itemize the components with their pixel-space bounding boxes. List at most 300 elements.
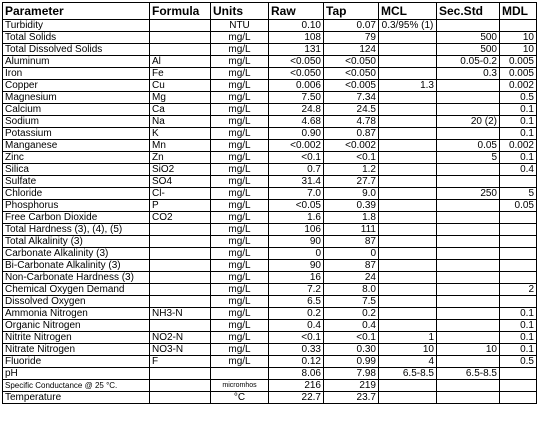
cell-mcl [379, 224, 437, 236]
table-row [3, 140, 537, 152]
cell-raw: 8.06 [269, 368, 324, 380]
cell-sec-std [437, 224, 500, 236]
cell-parameter: Chemical Oxygen Demand [3, 284, 150, 296]
cell-tap: 8.0 [324, 284, 379, 296]
cell-mcl [379, 56, 437, 68]
cell-raw: 0.7 [269, 164, 324, 176]
cell-tap: 1.2 [324, 164, 379, 176]
cell-units: mg/L [211, 224, 269, 236]
cell-mdl [500, 368, 537, 380]
cell-units: mg/L [211, 308, 269, 320]
cell-formula: Na [150, 116, 211, 128]
cell-formula: Fe [150, 68, 211, 80]
cell-raw: <0.050 [269, 68, 324, 80]
header-formula: Formula [150, 3, 211, 20]
cell-formula: Mg [150, 92, 211, 104]
cell-tap: 27.7 [324, 176, 379, 188]
cell-tap: 0 [324, 248, 379, 260]
cell-raw: <0.050 [269, 56, 324, 68]
table-row [3, 20, 537, 32]
cell-units: mg/L [211, 116, 269, 128]
cell-raw: 22.7 [269, 392, 324, 404]
cell-tap: 0.39 [324, 200, 379, 212]
cell-mcl [379, 104, 437, 116]
cell-units: mg/L [211, 200, 269, 212]
cell-parameter: Total Solids [3, 32, 150, 44]
table-row [3, 308, 537, 320]
cell-mcl [379, 284, 437, 296]
table-row [3, 368, 537, 380]
cell-tap: <0.050 [324, 56, 379, 68]
table-row [3, 284, 537, 296]
cell-parameter: Potassium [3, 128, 150, 140]
cell-sec-std: 500 [437, 32, 500, 44]
cell-parameter: Calcium [3, 104, 150, 116]
cell-tap: 24.5 [324, 104, 379, 116]
cell-sec-std: 20 (2) [437, 116, 500, 128]
cell-parameter: Nitrate Nitrogen [3, 344, 150, 356]
cell-mdl: 0.1 [500, 308, 537, 320]
cell-units: mg/L [211, 152, 269, 164]
cell-sec-std [437, 200, 500, 212]
cell-formula [150, 236, 211, 248]
cell-parameter: Sulfate [3, 176, 150, 188]
cell-units: mg/L [211, 140, 269, 152]
cell-raw: 6.5 [269, 296, 324, 308]
table-row [3, 80, 537, 92]
cell-parameter: pH [3, 368, 150, 380]
cell-formula [150, 272, 211, 284]
cell-units: mg/L [211, 248, 269, 260]
cell-tap: 9.0 [324, 188, 379, 200]
cell-formula [150, 20, 211, 32]
cell-mcl [379, 164, 437, 176]
cell-formula [150, 260, 211, 272]
cell-parameter: Manganese [3, 140, 150, 152]
cell-sec-std [437, 164, 500, 176]
cell-parameter: Phosphorus [3, 200, 150, 212]
cell-units: mg/L [211, 272, 269, 284]
table-row [3, 44, 537, 56]
cell-formula: F [150, 356, 211, 368]
cell-tap: 7.34 [324, 92, 379, 104]
cell-tap: 0.2 [324, 308, 379, 320]
cell-mdl [500, 212, 537, 224]
cell-formula [150, 392, 211, 404]
header-raw: Raw [269, 3, 324, 20]
cell-formula [150, 32, 211, 44]
cell-mdl [500, 248, 537, 260]
cell-parameter: Iron [3, 68, 150, 80]
cell-sec-std [437, 260, 500, 272]
table-row [3, 344, 537, 356]
water-quality-table [2, 2, 537, 404]
cell-mcl [379, 392, 437, 404]
cell-formula: SO4 [150, 176, 211, 188]
cell-parameter: Non-Carbonate Hardness (3) [3, 272, 150, 284]
table-row [3, 68, 537, 80]
cell-parameter: Sodium [3, 116, 150, 128]
cell-tap: <0.1 [324, 332, 379, 344]
cell-mcl [379, 32, 437, 44]
cell-raw: 131 [269, 44, 324, 56]
cell-tap: <0.050 [324, 68, 379, 80]
cell-tap: 4.78 [324, 116, 379, 128]
cell-mdl: 0.5 [500, 92, 537, 104]
cell-mcl [379, 92, 437, 104]
cell-mcl [379, 260, 437, 272]
header-mcl: MCL [379, 3, 437, 20]
cell-mdl: 0.002 [500, 140, 537, 152]
cell-formula: Al [150, 56, 211, 68]
table-row [3, 116, 537, 128]
cell-parameter: Total Alkalinity (3) [3, 236, 150, 248]
cell-formula [150, 320, 211, 332]
cell-parameter: Specific Conductance @ 25 °C. [3, 380, 150, 392]
table-row [3, 380, 537, 392]
cell-sec-std [437, 380, 500, 392]
cell-formula [150, 224, 211, 236]
cell-sec-std: 250 [437, 188, 500, 200]
cell-tap: 111 [324, 224, 379, 236]
cell-mcl [379, 140, 437, 152]
cell-sec-std [437, 212, 500, 224]
cell-mdl: 0.005 [500, 68, 537, 80]
header-mdl: MDL [500, 3, 537, 20]
cell-tap: 0.87 [324, 128, 379, 140]
cell-mcl [379, 188, 437, 200]
cell-raw: 24.8 [269, 104, 324, 116]
table-row [3, 176, 537, 188]
cell-mcl [379, 272, 437, 284]
cell-mdl [500, 20, 537, 32]
cell-units: mg/L [211, 68, 269, 80]
cell-formula [150, 380, 211, 392]
cell-mdl: 10 [500, 44, 537, 56]
cell-sec-std [437, 284, 500, 296]
cell-sec-std [437, 92, 500, 104]
cell-parameter: Total Hardness (3), (4), (5) [3, 224, 150, 236]
cell-raw: 7.50 [269, 92, 324, 104]
cell-parameter: Turbidity [3, 20, 150, 32]
cell-formula [150, 284, 211, 296]
cell-units: mg/L [211, 44, 269, 56]
cell-parameter: Zinc [3, 152, 150, 164]
cell-mcl: 10 [379, 344, 437, 356]
cell-raw: 0 [269, 248, 324, 260]
cell-sec-std [437, 104, 500, 116]
table-row [3, 296, 537, 308]
header-parameter: Parameter [3, 3, 150, 20]
cell-units [211, 368, 269, 380]
cell-tap: 24 [324, 272, 379, 284]
table-row [3, 260, 537, 272]
cell-sec-std [437, 320, 500, 332]
cell-units: mg/L [211, 188, 269, 200]
cell-formula [150, 248, 211, 260]
cell-mcl [379, 320, 437, 332]
cell-mcl [379, 200, 437, 212]
cell-sec-std: 0.05 [437, 140, 500, 152]
cell-raw: <0.1 [269, 332, 324, 344]
cell-tap: 0.30 [324, 344, 379, 356]
cell-sec-std [437, 236, 500, 248]
cell-mdl: 5 [500, 188, 537, 200]
cell-formula: Ca [150, 104, 211, 116]
cell-parameter: Organic Nitrogen [3, 320, 150, 332]
cell-sec-std [437, 392, 500, 404]
cell-formula: NO3-N [150, 344, 211, 356]
cell-formula [150, 296, 211, 308]
cell-sec-std [437, 332, 500, 344]
cell-raw: 106 [269, 224, 324, 236]
cell-mdl: 0.1 [500, 320, 537, 332]
cell-raw: 1.6 [269, 212, 324, 224]
cell-tap: 79 [324, 32, 379, 44]
table-row [3, 236, 537, 248]
cell-raw: <0.002 [269, 140, 324, 152]
table-row [3, 212, 537, 224]
table-row [3, 356, 537, 368]
cell-formula [150, 368, 211, 380]
cell-raw: 4.68 [269, 116, 324, 128]
cell-formula: SiO2 [150, 164, 211, 176]
cell-formula: Mn [150, 140, 211, 152]
cell-mcl: 1.3 [379, 80, 437, 92]
cell-sec-std: 5 [437, 152, 500, 164]
table-body [3, 20, 537, 404]
cell-raw: 0.2 [269, 308, 324, 320]
cell-mcl [379, 236, 437, 248]
cell-units: mg/L [211, 344, 269, 356]
cell-units: mg/L [211, 56, 269, 68]
cell-tap: <0.1 [324, 152, 379, 164]
cell-units: mg/L [211, 332, 269, 344]
cell-mdl: 0.002 [500, 80, 537, 92]
cell-tap: <0.005 [324, 80, 379, 92]
cell-mcl [379, 152, 437, 164]
cell-parameter: Magnesium [3, 92, 150, 104]
table-row [3, 104, 537, 116]
cell-units: mg/L [211, 260, 269, 272]
cell-mcl: 4 [379, 356, 437, 368]
cell-parameter: Copper [3, 80, 150, 92]
cell-sec-std: 6.5-8.5 [437, 368, 500, 380]
cell-raw: 0.006 [269, 80, 324, 92]
cell-mdl: 0.1 [500, 104, 537, 116]
cell-tap: 87 [324, 236, 379, 248]
cell-units: mg/L [211, 356, 269, 368]
cell-units: °C [211, 392, 269, 404]
cell-parameter: Silica [3, 164, 150, 176]
cell-raw: 0.12 [269, 356, 324, 368]
cell-units: NTU [211, 20, 269, 32]
cell-sec-std [437, 128, 500, 140]
cell-tap: 1.8 [324, 212, 379, 224]
table-row [3, 272, 537, 284]
cell-units: mg/L [211, 92, 269, 104]
cell-sec-std [437, 20, 500, 32]
cell-mdl: 0.05 [500, 200, 537, 212]
cell-formula: Cu [150, 80, 211, 92]
cell-sec-std [437, 248, 500, 260]
cell-mdl [500, 224, 537, 236]
table-row [3, 200, 537, 212]
header-sec-std: Sec.Std [437, 3, 500, 20]
cell-mdl [500, 260, 537, 272]
cell-units: mg/L [211, 236, 269, 248]
cell-mcl [379, 128, 437, 140]
cell-parameter: Temperature [3, 392, 150, 404]
cell-formula: P [150, 200, 211, 212]
cell-sec-std: 0.05-0.2 [437, 56, 500, 68]
cell-tap: 23.7 [324, 392, 379, 404]
table-row [3, 32, 537, 44]
cell-mdl [500, 236, 537, 248]
table-row [3, 248, 537, 260]
cell-raw: 216 [269, 380, 324, 392]
cell-mdl [500, 296, 537, 308]
cell-formula: K [150, 128, 211, 140]
cell-sec-std [437, 356, 500, 368]
cell-mdl: 0.005 [500, 56, 537, 68]
cell-raw: 0.90 [269, 128, 324, 140]
cell-units: mg/L [211, 32, 269, 44]
cell-sec-std: 0.3 [437, 68, 500, 80]
cell-mcl [379, 308, 437, 320]
cell-units: mg/L [211, 80, 269, 92]
cell-raw: 90 [269, 260, 324, 272]
cell-mdl [500, 176, 537, 188]
cell-units: mg/L [211, 212, 269, 224]
cell-raw: <0.1 [269, 152, 324, 164]
cell-units: mg/L [211, 284, 269, 296]
table-row [3, 164, 537, 176]
cell-parameter: Bi-Carbonate Alkalinity (3) [3, 260, 150, 272]
cell-sec-std [437, 296, 500, 308]
cell-parameter: Fluoride [3, 356, 150, 368]
cell-mcl [379, 116, 437, 128]
cell-tap: <0.002 [324, 140, 379, 152]
cell-raw: 31.4 [269, 176, 324, 188]
cell-formula [150, 44, 211, 56]
cell-units: mg/L [211, 296, 269, 308]
cell-mcl: 0.3/95% (1) [379, 20, 437, 32]
table-row [3, 92, 537, 104]
cell-formula: NO2-N [150, 332, 211, 344]
cell-raw: 7.0 [269, 188, 324, 200]
water-quality-table-container [2, 2, 537, 404]
cell-mcl [379, 44, 437, 56]
cell-parameter: Chloride [3, 188, 150, 200]
table-row [3, 224, 537, 236]
cell-tap: 0.07 [324, 20, 379, 32]
table-row [3, 56, 537, 68]
table-row [3, 152, 537, 164]
cell-raw: 108 [269, 32, 324, 44]
cell-sec-std: 500 [437, 44, 500, 56]
cell-units: mg/L [211, 176, 269, 188]
cell-mcl [379, 68, 437, 80]
cell-mdl: 10 [500, 32, 537, 44]
cell-tap: 87 [324, 260, 379, 272]
cell-mcl [379, 248, 437, 260]
cell-formula: Cl- [150, 188, 211, 200]
cell-mdl [500, 272, 537, 284]
cell-raw: 16 [269, 272, 324, 284]
cell-parameter: Free Carbon Dioxide [3, 212, 150, 224]
cell-formula: CO2 [150, 212, 211, 224]
table-row [3, 392, 537, 404]
cell-tap: 0.4 [324, 320, 379, 332]
cell-tap: 219 [324, 380, 379, 392]
cell-mdl: 2 [500, 284, 537, 296]
cell-sec-std [437, 80, 500, 92]
cell-mdl: 0.1 [500, 152, 537, 164]
cell-mdl: 0.5 [500, 356, 537, 368]
cell-mdl: 0.1 [500, 116, 537, 128]
cell-units: mg/L [211, 320, 269, 332]
cell-sec-std [437, 272, 500, 284]
cell-mdl: 0.1 [500, 344, 537, 356]
cell-mcl: 6.5-8.5 [379, 368, 437, 380]
cell-formula: NH3-N [150, 308, 211, 320]
cell-tap: 124 [324, 44, 379, 56]
cell-parameter: Dissolved Oxygen [3, 296, 150, 308]
cell-tap: 7.98 [324, 368, 379, 380]
cell-parameter: Aluminum [3, 56, 150, 68]
cell-mdl [500, 380, 537, 392]
cell-raw: <0.05 [269, 200, 324, 212]
cell-units: micromhos [211, 380, 269, 392]
cell-units: mg/L [211, 164, 269, 176]
table-row [3, 320, 537, 332]
cell-mcl: 1 [379, 332, 437, 344]
cell-mdl: 0.1 [500, 332, 537, 344]
table-row [3, 332, 537, 344]
cell-sec-std: 10 [437, 344, 500, 356]
cell-raw: 90 [269, 236, 324, 248]
cell-parameter: Carbonate Alkalinity (3) [3, 248, 150, 260]
cell-formula: Zn [150, 152, 211, 164]
cell-raw: 0.33 [269, 344, 324, 356]
table-row [3, 188, 537, 200]
cell-units: mg/L [211, 104, 269, 116]
cell-tap: 7.5 [324, 296, 379, 308]
cell-mdl: 0.1 [500, 128, 537, 140]
cell-units: mg/L [211, 128, 269, 140]
cell-raw: 0.4 [269, 320, 324, 332]
cell-sec-std [437, 176, 500, 188]
cell-mcl [379, 212, 437, 224]
cell-parameter: Nitrite Nitrogen [3, 332, 150, 344]
cell-mdl [500, 392, 537, 404]
cell-raw: 0.10 [269, 20, 324, 32]
header-tap: Tap [324, 3, 379, 20]
cell-sec-std [437, 308, 500, 320]
table-row [3, 128, 537, 140]
header-row [3, 3, 537, 20]
cell-mcl [379, 380, 437, 392]
cell-parameter: Total Dissolved Solids [3, 44, 150, 56]
cell-parameter: Ammonia Nitrogen [3, 308, 150, 320]
cell-raw: 7.2 [269, 284, 324, 296]
cell-mcl [379, 296, 437, 308]
header-units: Units [211, 3, 269, 20]
cell-mdl: 0.4 [500, 164, 537, 176]
cell-tap: 0.99 [324, 356, 379, 368]
cell-mcl [379, 176, 437, 188]
